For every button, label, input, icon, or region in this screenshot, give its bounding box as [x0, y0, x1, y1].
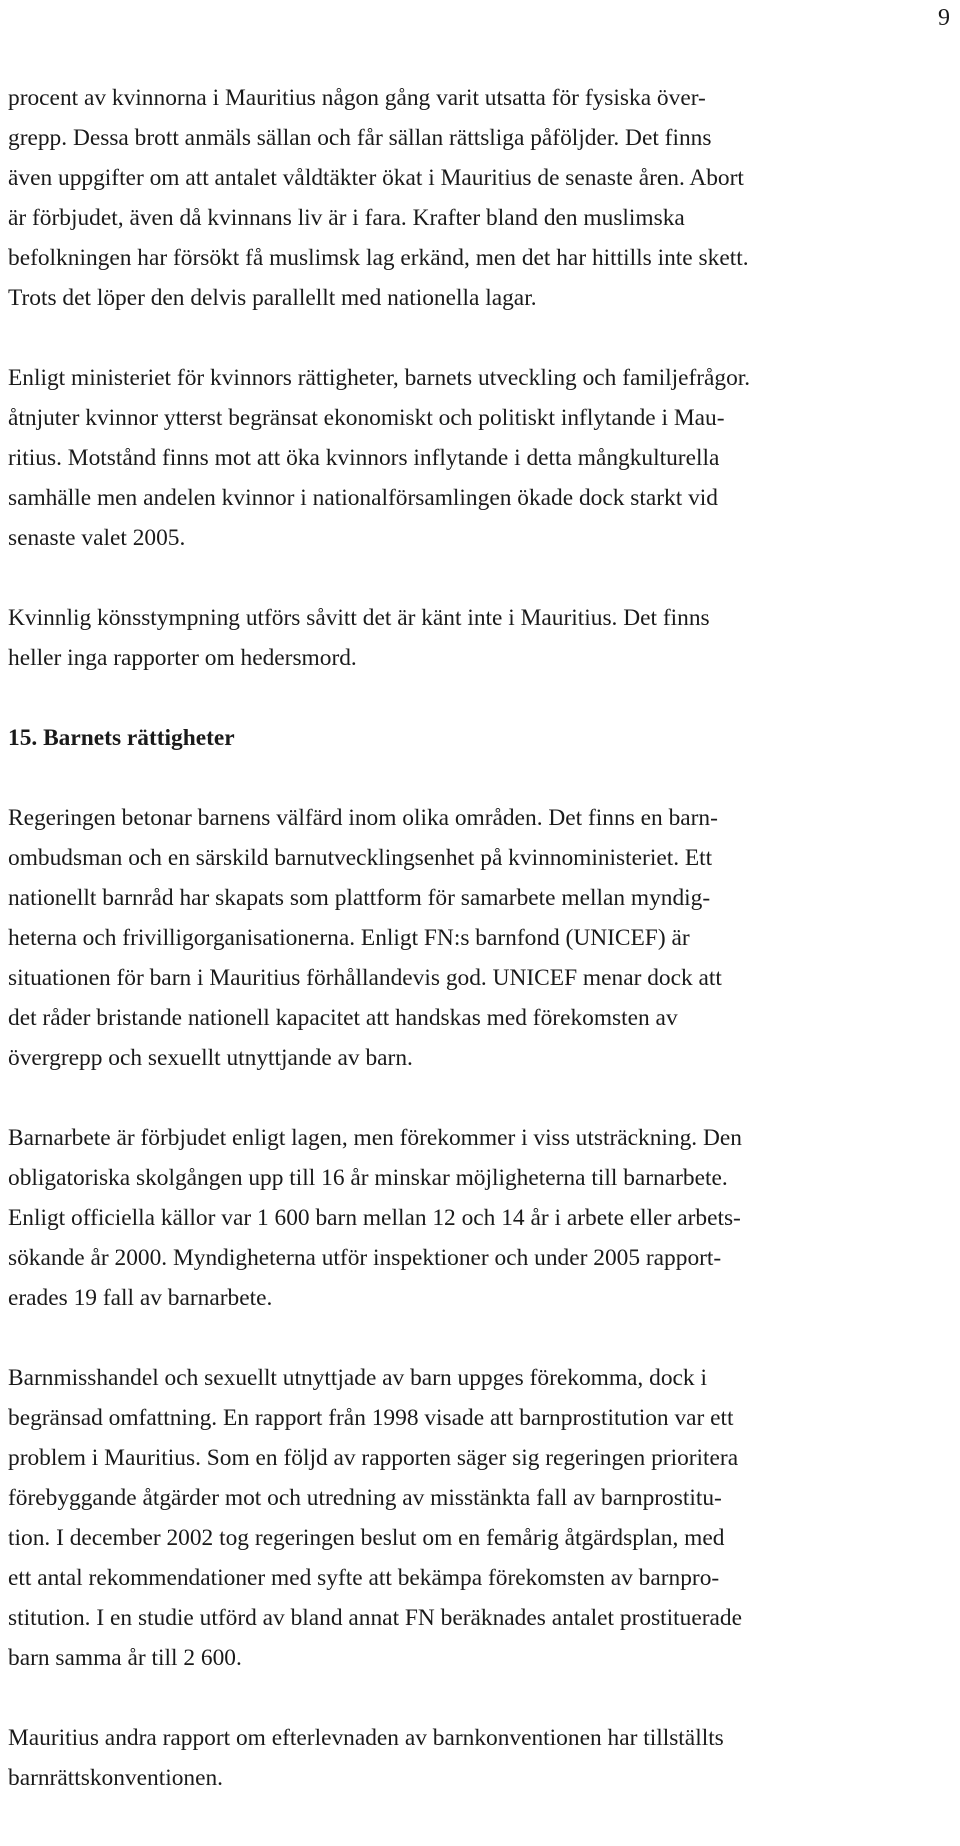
text-line: senaste valet 2005. — [8, 525, 186, 551]
paragraph-child-labour — [8, 1118, 938, 1318]
paragraph-women-influence — [8, 358, 938, 558]
text-line: Barnmisshandel och sexuellt utnyttjade av barn uppges förekomma, dock i — [8, 1365, 707, 1391]
text-line: Mauritius andra rapport om efterlevnaden av barnkonventionen har tillställts — [8, 1725, 724, 1751]
text-line: heller inga rapporter om hedersmord. — [8, 645, 357, 671]
paragraph-child-abuse — [8, 1358, 938, 1678]
text-line: förebyggande åtgärder mot och utredning av misstänkta fall av barnprostitu- — [8, 1485, 722, 1511]
text-line: erades 19 fall av barnarbete. — [8, 1285, 273, 1311]
paragraph-convention-report — [8, 1718, 938, 1798]
text-line: obligatoriska skolgången upp till 16 år minskar möjligheterna till barnarbete. — [8, 1165, 728, 1191]
text-line: ett antal rekommendationer med syfte att bekämpa förekomsten av barnpro- — [8, 1565, 720, 1591]
text-line: ombudsman och en särskild barnutvecklingsenhet på kvinnoministeriet. Ett — [8, 845, 713, 871]
text-line: situationen för barn i Mauritius förhållandevis god. UNICEF menar dock att — [8, 965, 722, 991]
page-number: 9 — [938, 5, 950, 31]
text-line: övergrepp och sexuellt utnyttjande av barn. — [8, 1045, 413, 1071]
text-line: befolkningen har försökt få muslimsk lag erkänd, men det har hittills inte skett. — [8, 245, 749, 271]
text-line: barnrättskonventionen. — [8, 1765, 224, 1791]
text-line: är förbjudet, även då kvinnans liv är i fara. Krafter bland den muslimska — [8, 205, 685, 231]
text-line: ritius. Motstånd finns mot att öka kvinnors inflytande i detta mångkulturella — [8, 445, 720, 471]
paragraph-fgm — [8, 598, 938, 678]
paragraph-women-violence — [8, 78, 938, 318]
section-heading: 15. Barnets rättigheter — [8, 725, 235, 751]
text-line: Trots det löper den delvis parallellt med nationella lagar. — [8, 285, 537, 311]
text-line: grepp. Dessa brott anmäls sällan och får sällan rättsliga påföljder. Det finns — [8, 125, 712, 151]
text-line: nationellt barnråd har skapats som plattform för samarbete mellan myndig- — [8, 885, 711, 911]
text-line: Barnarbete är förbjudet enligt lagen, men förekommer i viss utsträckning. Den — [8, 1125, 742, 1151]
text-line: stitution. I en studie utförd av bland annat FN beräknades antalet prostituerade — [8, 1605, 742, 1631]
text-line: samhälle men andelen kvinnor i nationalförsamlingen ökade dock starkt vid — [8, 485, 718, 511]
text-line: barn samma år till 2 600. — [8, 1645, 242, 1671]
text-line: sökande år 2000. Myndigheterna utför inspektioner och under 2005 rapport- — [8, 1245, 722, 1271]
text-line: begränsad omfattning. En rapport från 1998 visade att barnprostitution var ett — [8, 1405, 734, 1431]
text-line: Regeringen betonar barnens välfärd inom olika områden. Det finns en barn- — [8, 805, 718, 831]
text-line: åtnjuter kvinnor ytterst begränsat ekonomiskt och politiskt inflytande i Mau- — [8, 405, 725, 431]
text-line: även uppgifter om att antalet våldtäkter ökat i Mauritius de senaste åren. Abort — [8, 165, 744, 191]
text-line: det råder bristande nationell kapacitet att handskas med förekomsten av — [8, 1005, 678, 1031]
text-line: procent av kvinnorna i Mauritius någon gång varit utsatta för fysiska över- — [8, 85, 706, 111]
text-line: problem i Mauritius. Som en följd av rapporten säger sig regeringen prioritera — [8, 1445, 739, 1471]
text-line: Enligt ministeriet för kvinnors rättigheter, barnets utveckling och familjefrågor. — [8, 365, 751, 391]
document-body — [8, 78, 938, 1838]
text-line: tion. I december 2002 tog regeringen beslut om en femårig åtgärdsplan, med — [8, 1525, 725, 1551]
paragraph-child-welfare — [8, 798, 938, 1078]
text-line: Enligt officiella källor var 1 600 barn mellan 12 och 14 år i arbete eller arbets- — [8, 1205, 741, 1231]
text-line: heterna och frivilligorganisationerna. Enligt FN:s barnfond (UNICEF) är — [8, 925, 690, 951]
text-line: Kvinnlig könsstympning utförs såvitt det är känt inte i Mauritius. Det finns — [8, 605, 710, 631]
